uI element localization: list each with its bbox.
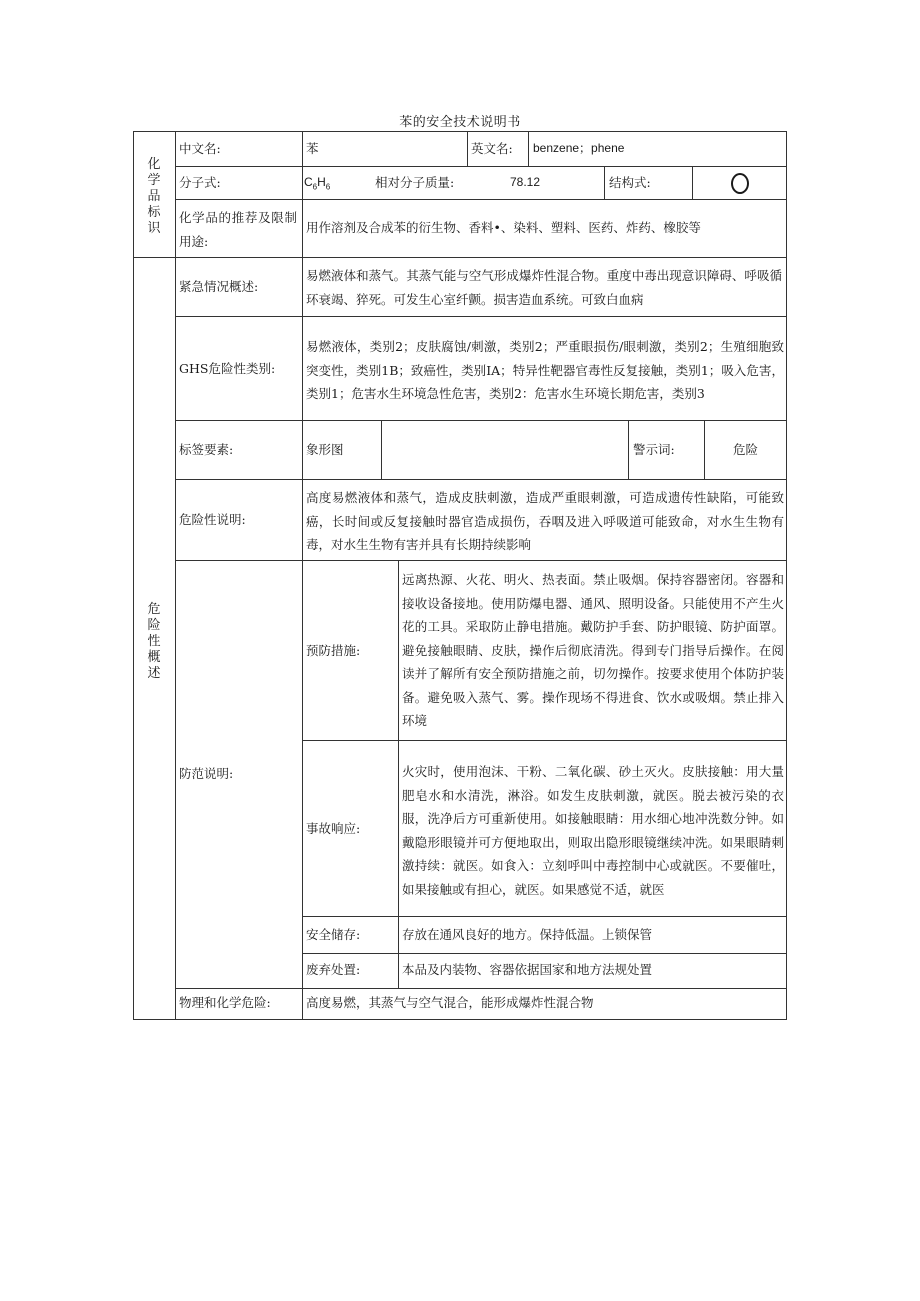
ghs-label: GHS危险性类别: xyxy=(179,361,276,376)
prevention-value: 远离热源、火花、明火、热表面。禁止吸烟。保持容器密闭。容器和接收设备接地。使用防爆电器、通风、照明设备。只能使用不产生火花的工具。采取防止静电措施。戴防护手套、防护眼镜、防护面罩。避免接触眼睛、皮肤，操作后彻底清洗。得到专门指导后操作。在阅读并了解所有安全预防措施之前，切勿操作。按要求使用个体防护装备。避免吸入蒸气、雾。操作现场不得进食、饮水或吸烟。禁止排入环境 xyxy=(402,572,784,728)
structure-label: 结构式: xyxy=(609,175,651,190)
emergency-value: 易燃液体和蒸气。其蒸气能与空气形成爆炸性混合物。重度中毒出现意识障碍、呼吸循环衰竭、猝死。可发生心室纤颤。损害造血系统。可致白血病 xyxy=(306,268,782,307)
disposal-value: 本品及内装物、容器依据国家和地方法规处置 xyxy=(402,962,653,977)
disposal-label: 废弃处置: xyxy=(306,962,361,977)
signal-word-value: 危险 xyxy=(733,442,759,457)
prevention-label: 预防措施: xyxy=(306,643,361,658)
hazard-statement-label: 危险性说明: xyxy=(179,512,246,527)
benzene-ring-icon xyxy=(731,173,749,194)
emergency-label: 紧急情况概述: xyxy=(179,279,259,294)
hazard-statement-value: 高度易燃液体和蒸气，造成皮肤刺激，造成严重眼刺激，可造成遗传性缺陷，可能致癌，长时间或反复接触时器官造成损伤，吞咽及进入呼吸道可能致命，对水生生物有毒，对水生生物有害并具有长期持续影响 xyxy=(306,490,784,552)
molecular-weight-value: 78.12 xyxy=(510,175,541,189)
label-elements-label: 标签要素: xyxy=(179,442,234,457)
section-label-hazard: 危险性概述 xyxy=(147,602,161,681)
storage-label: 安全储存: xyxy=(306,927,361,942)
use-value: 用作溶剂及合成苯的衍生物、香料•、染料、塑料、医药、炸药、橡胶等 xyxy=(306,220,701,235)
ghs-value: 易燃液体，类别2；皮肤腐蚀/刺激，类别2；严重眼损伤/眼刺激，类别2；生殖细胞致突变性，类别1B；致癌性，类别IA；特异性靶器官毒性反复接触，类别1；吸入危害，类别1；危害水生环境急性危害，类别2：危害水生环境长期危害，类别3 xyxy=(306,339,784,401)
formula-label: 分子式: xyxy=(179,175,221,190)
cn-name-value: 苯 xyxy=(306,141,319,156)
response-value: 火灾时，使用泡沫、干粉、二氧化碳、砂土灭火。皮肤接触：用大量肥皂水和水清洗，淋浴。如发生皮肤刺激，就医。脱去被污染的衣服，洗净后方可重新使用。如接触眼睛：用水细心地冲洗数分钟。如戴隐形眼镜并可方便地取出，则取出隐形眼镜继续冲洗。如果眼睛刺激持续：就医。如食入：立刻呼叫中毒控制中心或就医。不要催吐，如果接触或有担心，就医。如果感觉不适，就医 xyxy=(402,764,784,897)
formula-value: $C_6H_6$ xyxy=(304,175,331,192)
molecular-weight-label: 相对分子质量: xyxy=(375,175,455,190)
precaution-label: 防范说明: xyxy=(179,766,234,781)
section-label-identity: 化学品标识 xyxy=(147,157,161,236)
use-label: 化学品的推荐及限制用途: xyxy=(179,210,297,249)
physchem-label: 物理和化学危险: xyxy=(179,995,271,1010)
signal-word-label: 警示词: xyxy=(633,442,675,457)
en-name-value: benzene；phene xyxy=(533,141,625,155)
cn-name-label: 中文名: xyxy=(179,141,221,156)
response-label: 事故响应: xyxy=(306,821,361,836)
pictogram-label: 象形图 xyxy=(306,442,344,457)
en-name-label: 英文名: xyxy=(471,141,513,156)
physchem-value: 高度易燃，其蒸气与空气混合，能形成爆炸性混合物 xyxy=(306,995,594,1010)
document-title: 苯的安全技术说明书 xyxy=(399,115,521,130)
storage-value: 存放在通风良好的地方。保持低温。上锁保管 xyxy=(402,927,653,942)
